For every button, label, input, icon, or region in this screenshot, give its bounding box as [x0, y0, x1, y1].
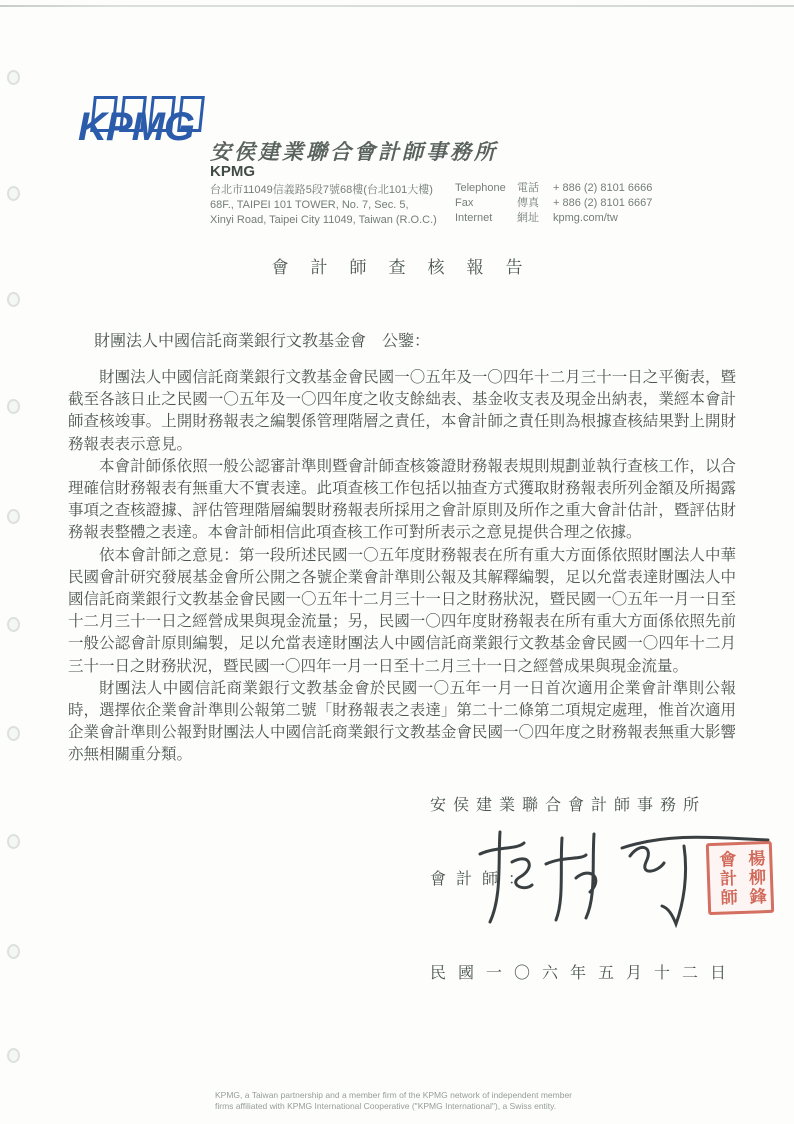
binder-hole-icon	[7, 617, 20, 632]
seal-text-right: 楊柳鋒	[744, 848, 766, 907]
contact-row-telephone: Telephone 電話 + 886 (2) 8101 6666	[455, 182, 653, 194]
scan-edge-line	[0, 5, 794, 7]
cpa-seal-stamp	[706, 841, 774, 915]
binder-hole-icon	[7, 944, 20, 959]
firm-name-en: KPMG	[210, 163, 255, 180]
binder-hole-icon	[7, 834, 20, 849]
binder-hole-icon	[7, 70, 20, 85]
accountant-label: 會計師：	[430, 869, 535, 888]
address-line: 68F., TAIPEI 101 TOWER, No. 7, Sec. 5,	[210, 199, 409, 211]
salutation: 財團法人中國信託商業銀行文教基金會 公鑒：	[94, 331, 431, 350]
address-line: 台北市11049信義路5段7號68樓(台北101大樓)	[210, 184, 433, 196]
kpmg-logo-text: KPMG	[78, 105, 194, 149]
firm-address	[210, 183, 437, 228]
report-body	[68, 366, 736, 766]
binder-hole-icon	[7, 292, 20, 307]
report-title: 會計師查核報告	[271, 258, 545, 278]
contact-row-fax: Fax 傳真 + 886 (2) 8101 6667	[455, 197, 653, 209]
binder-hole-icon	[7, 509, 20, 524]
binder-hole-icon	[7, 399, 20, 414]
fax-number: + 886 (2) 8101 6667	[553, 197, 653, 209]
footer-line: KPMG, a Taiwan partnership and a member firm of the KPMG network of independent member	[215, 1090, 573, 1100]
contact-block	[455, 181, 652, 226]
address-line: Xinyi Road, Taipei City 11049, Taiwan (R.O.C.)	[210, 214, 437, 226]
contact-row-internet: Internet 網址 kpmg.com/tw	[455, 212, 618, 224]
kpmg-legal-footer	[215, 1090, 595, 1112]
paragraph-audit-standards: 本會計師係依照一般公認審計準則暨會計師查核簽證財務報表規則規劃並執行查核工作，以合理確信財務報表有無重大不實表達。此項查核工作包括以抽查方式獲取財務報表所列金額及所揭露事項之查核證據、評估管理階層編製財務報表所採用之會計原則及所作之重大會計估計，暨評估財務報表整體之表達。本會計師相信此項查核工作可對所表示之意見提供合理之依據。	[68, 456, 736, 542]
paragraph-scope: 財團法人中國信託商業銀行文教基金會民國一〇五年及一〇四年十二月三十一日之平衡表，暨截至各該日止之民國一〇五年及一〇四年度之收支餘絀表、基金收支表及現金出納表，業經本會計師查核竣事。上開財務報表之編製係管理階層之責任，本會計師之責任則為根據查核結果對上開財務報表表示意見。	[68, 368, 736, 453]
report-date: 民國一〇六年五月十二日	[430, 963, 739, 982]
closing-firm-name: 安侯建業聯合會計師事務所	[430, 795, 707, 814]
footer-line: firms affiliated with KPMG International Cooperative ("KPMG International"), a Swiss entity.	[215, 1101, 557, 1111]
binder-hole-icon	[7, 726, 20, 741]
binder-hole-icon	[7, 1048, 20, 1063]
website-url: kpmg.com/tw	[553, 212, 618, 224]
paragraph-opinion: 依本會計師之意見：第一段所述民國一〇五年度財務報表在所有重大方面係依照財團法人中華民國會計研究發展基金會所公開之各號企業會計準則公報及其解釋編製，足以允當表達財團法人中國信託商業銀行文教基金會民國一〇五年十二月三十一日之財務狀況，暨民國一〇五年一月一日至十二月三十一日之經營成果與現金流量；另，民國一〇四年度財務報表在所有重大方面係依照先前一般公認會計原則編製，足以允當表達財團法人中國信託商業銀行文教基金會民國一〇四年十二月三十一日之財務狀況，暨民國一〇四年一月一日至十二月三十一日之經營成果與現金流量。	[68, 545, 736, 675]
seal-text-left: 會計師	[715, 849, 737, 908]
paragraph-first-adoption: 財團法人中國信託商業銀行文教基金會於民國一〇五年一月一日首次適用企業會計準則公報時，選擇依企業會計準則公報第二號「財務報表之表達」第二十二條第二項規定處理，惟首次適用企業會計準則公報對財團法人中國信託商業銀行文教基金會民國一〇四年度之財務報表無重大影響亦無相關重分類。	[68, 678, 736, 764]
kpmg-logo	[78, 96, 213, 151]
firm-name-calligraphy: 安侯建業聯合會計師事務所	[210, 139, 498, 164]
binder-hole-icon	[7, 186, 20, 201]
telephone-number: + 886 (2) 8101 6666	[553, 182, 653, 194]
